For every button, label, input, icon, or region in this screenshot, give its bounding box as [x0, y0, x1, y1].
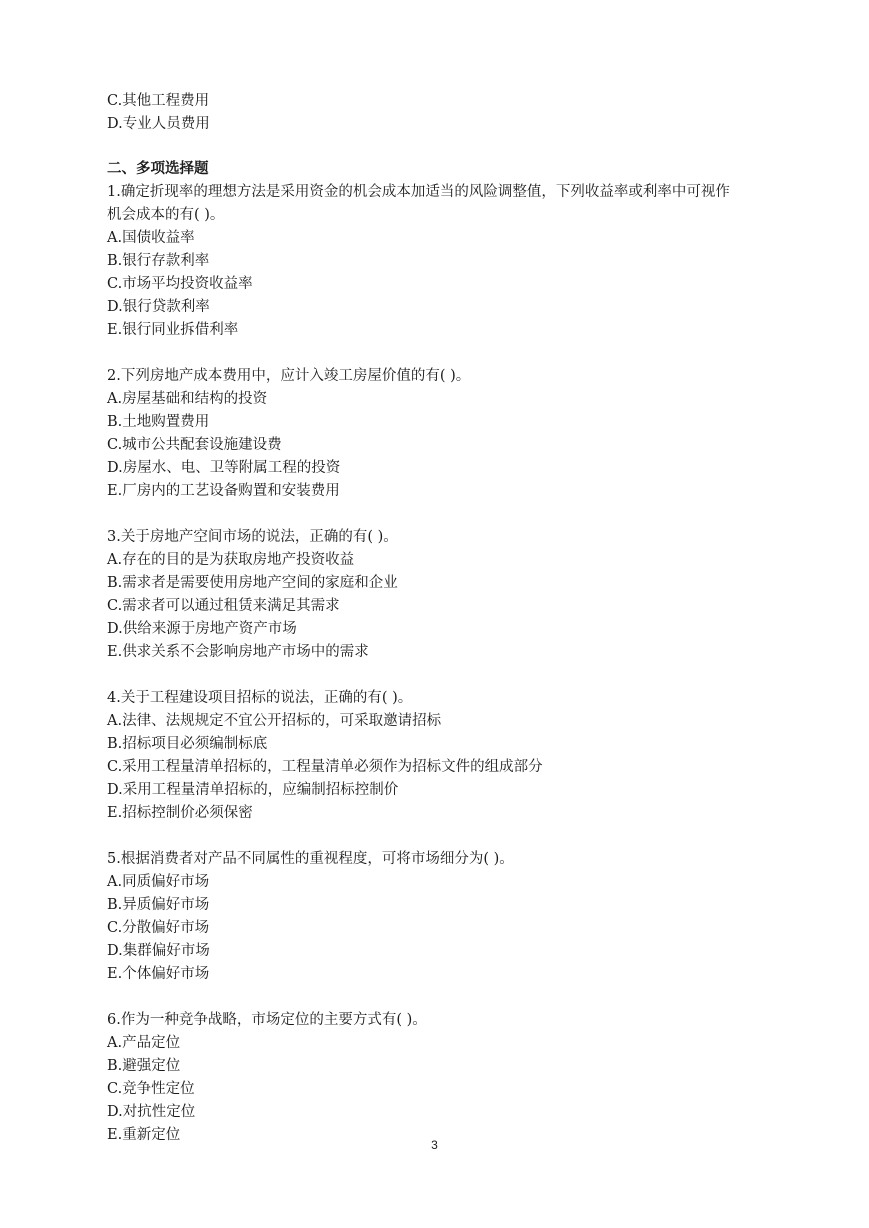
- option-text: D.采用工程量清单招标的，应编制招标控制价: [107, 782, 399, 798]
- option-text: C.需求者可以通过租赁来满足其需求: [107, 598, 340, 614]
- option-text: D.集群偏好市场: [107, 943, 210, 959]
- option-text: E.招标控制价必须保密: [107, 805, 253, 821]
- option-text: B.需求者是需要使用房地产空间的家庭和企业: [107, 575, 398, 591]
- question-block: [107, 848, 767, 986]
- option-text: E.重新定位: [107, 1127, 181, 1143]
- option-text: C.采用工程量清单招标的，工程量清单必须作为招标文件的组成部分: [107, 759, 543, 775]
- question-stem: 5.根据消费者对产品不同属性的重视程度，可将市场细分为( )。: [107, 851, 514, 867]
- question-block: [107, 181, 767, 342]
- question-stem: 4.关于工程建设项目招标的说法，正确的有( )。: [107, 690, 413, 706]
- question-stem: 2.下列房地产成本费用中，应计入竣工房屋价值的有( )。: [107, 368, 471, 384]
- question-stem: 3.关于房地产空间市场的说法，正确的有( )。: [107, 529, 398, 545]
- option-text: C.市场平均投资收益率: [107, 276, 253, 292]
- option-text: C.竞争性定位: [107, 1081, 195, 1097]
- option-text: E.银行同业拆借利率: [107, 322, 239, 338]
- question-block: [107, 526, 767, 664]
- option-text: D.银行贷款利率: [107, 299, 210, 315]
- option-text: E.供求关系不会影响房地产市场中的需求: [107, 644, 369, 660]
- question-block: [107, 1009, 767, 1147]
- option-text: C.城市公共配套设施建设费: [107, 437, 282, 453]
- question-block: [107, 687, 767, 825]
- option-text: C.分散偏好市场: [107, 920, 210, 936]
- document-page: [107, 90, 767, 1147]
- option-text: D.房屋水、电、卫等附属工程的投资: [107, 460, 341, 476]
- option-text: B.银行存款利率: [107, 253, 210, 269]
- option-text: A.存在的目的是为获取房地产投资收益: [107, 552, 355, 568]
- option-text: D.专业人员费用: [107, 116, 210, 132]
- option-text: B.异质偏好市场: [107, 897, 210, 913]
- option-text: E.个体偏好市场: [107, 966, 210, 982]
- option-text: B.避强定位: [107, 1058, 181, 1074]
- question-stem: 1.确定折现率的理想方法是采用资金的机会成本加适当的风险调整值，下列收益率或利率中可视作: [107, 184, 730, 200]
- option-text: D.对抗性定位: [107, 1104, 196, 1120]
- question-stem: 6.作为一种竞争战略，市场定位的主要方式有( )。: [107, 1012, 427, 1028]
- option-text: B.招标项目必须编制标底: [107, 736, 268, 752]
- option-text: E.厂房内的工艺设备购置和安装费用: [107, 483, 340, 499]
- question-block: [107, 365, 767, 503]
- section-title: 二、多项选择题: [107, 161, 209, 177]
- option-text: A.产品定位: [107, 1035, 181, 1051]
- option-text: A.法律、法规规定不宜公开招标的，可采取邀请招标: [107, 713, 442, 729]
- option-text: D.供给来源于房地产资产市场: [107, 621, 297, 637]
- page-number: 3: [431, 1138, 438, 1152]
- option-text: C.其他工程费用: [107, 93, 210, 109]
- option-text: B.土地购置费用: [107, 414, 210, 430]
- option-text: A.国债收益率: [107, 230, 195, 246]
- option-text: A.房屋基础和结构的投资: [107, 391, 268, 407]
- question-stem: 机会成本的有( )。: [107, 207, 225, 223]
- option-text: A.同质偏好市场: [107, 874, 210, 890]
